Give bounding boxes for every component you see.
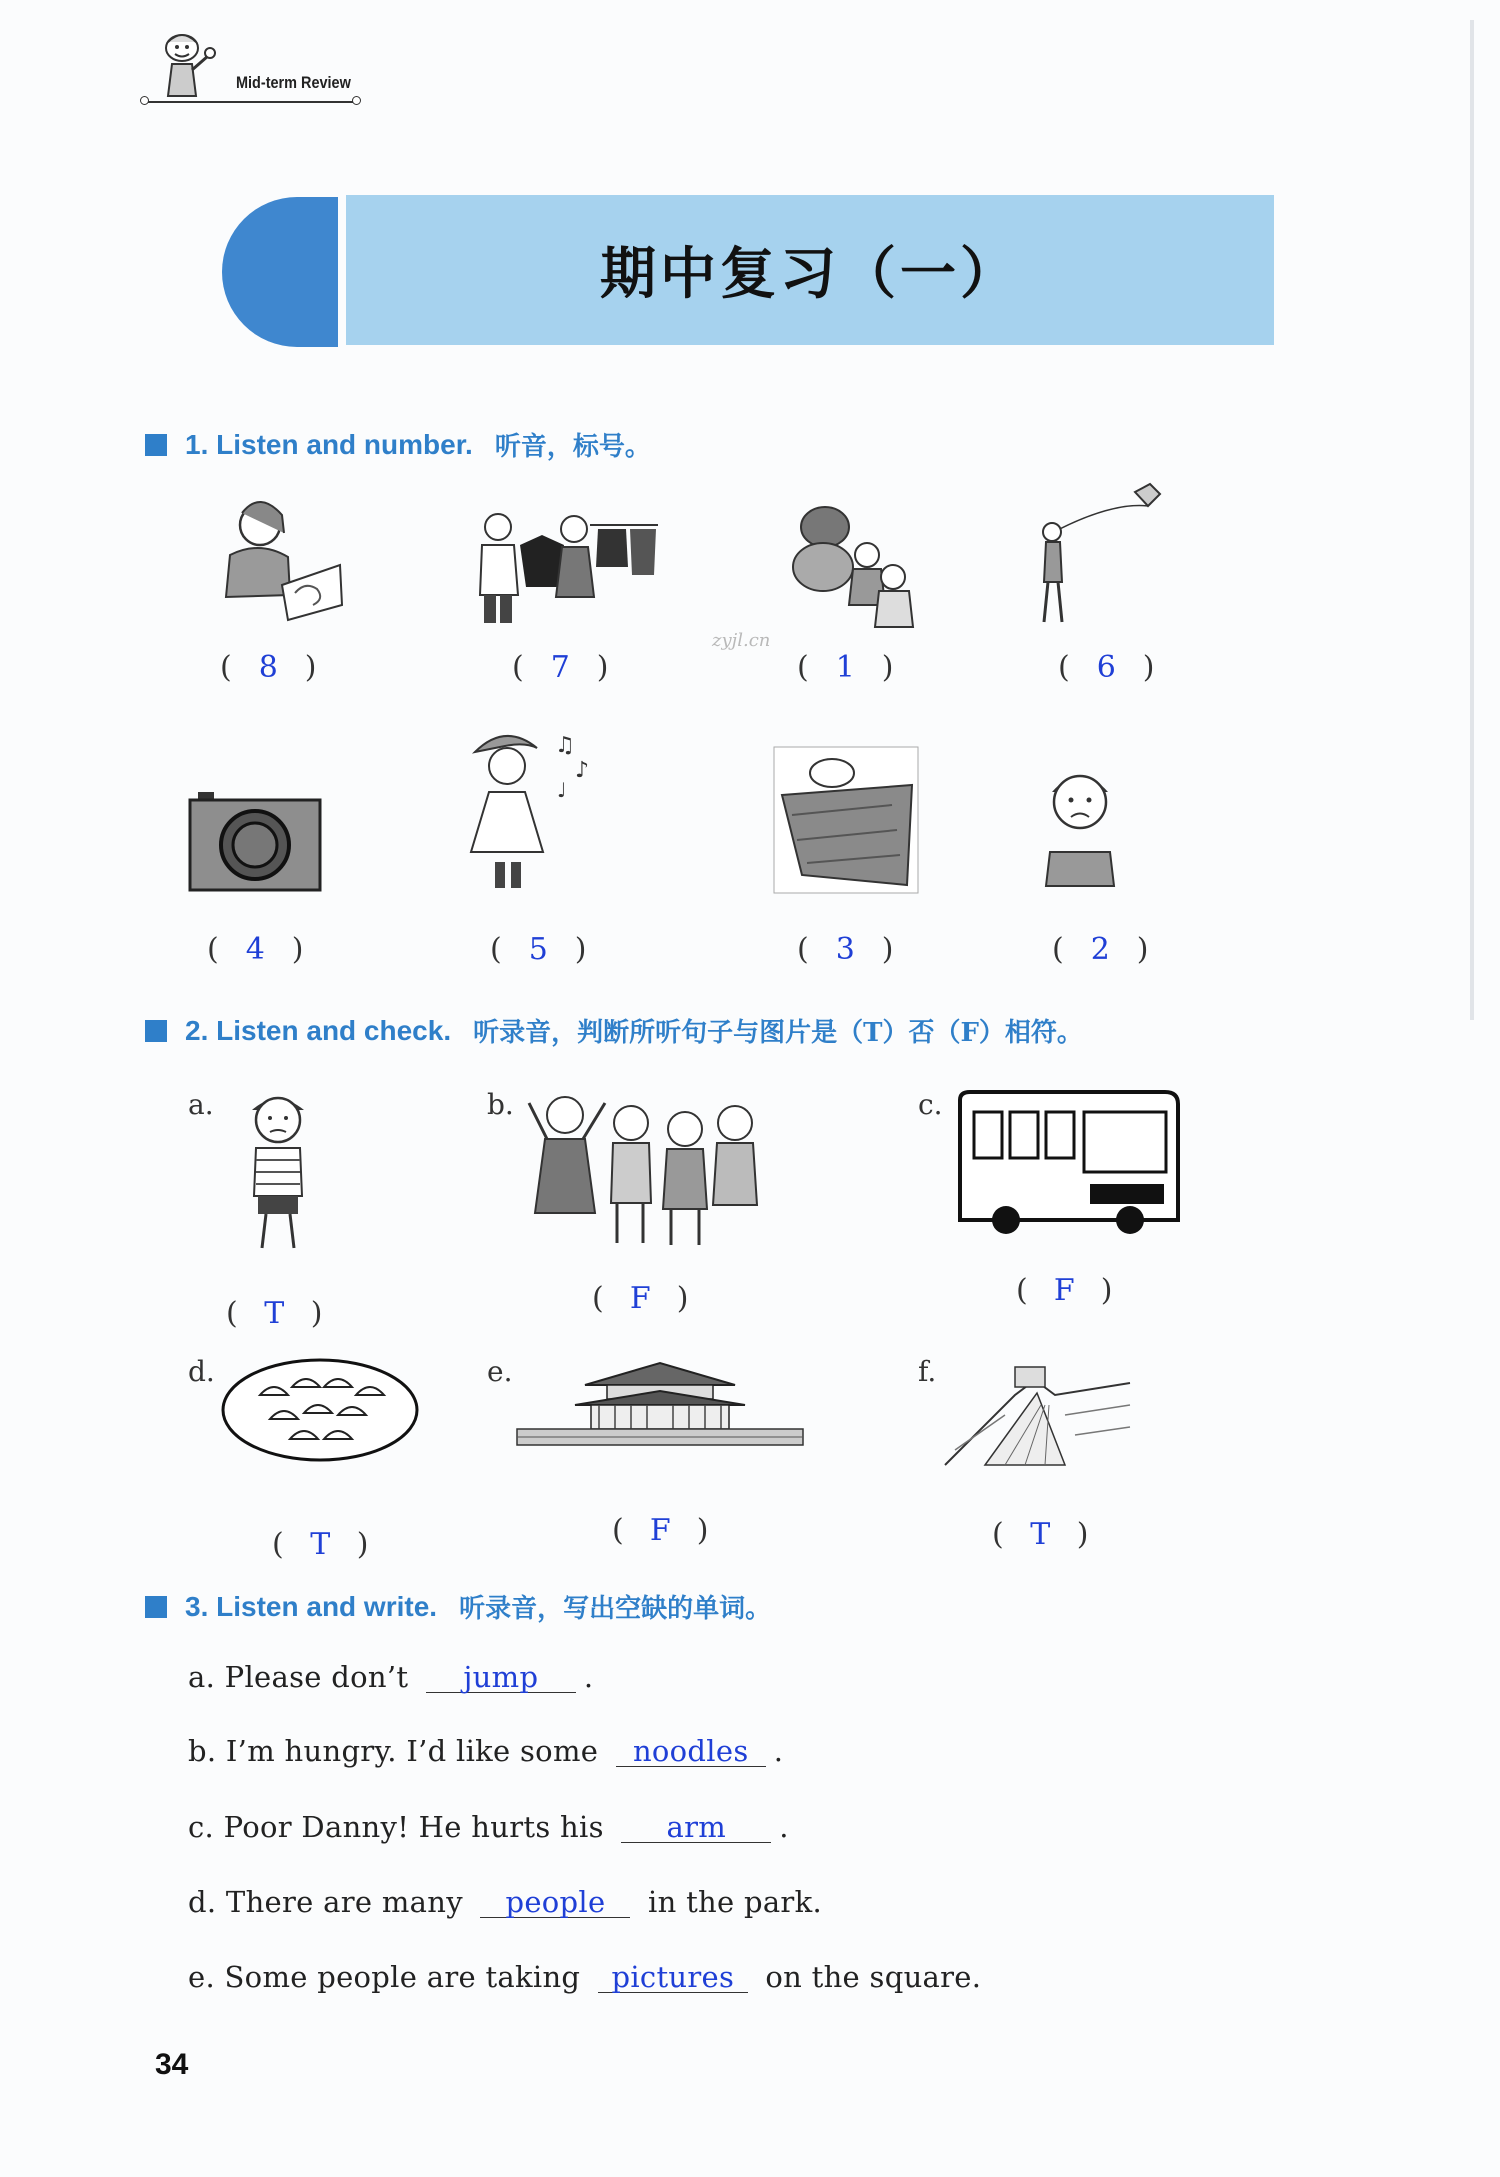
great-wall-icon [945,1355,1130,1470]
s3-sentence-a [188,1660,593,1694]
boy-flying-kite-icon [1030,482,1180,632]
s2-answer-c-value: F [1053,1273,1075,1308]
kids-with-turtle-icon [775,497,920,632]
s3-blank-a: jump [426,1662,576,1693]
s1-answer-4: ( 6 ) [1058,650,1155,685]
s3-after-b: . [773,1734,784,1768]
s2-answer-e-value: F [649,1513,671,1548]
header-rule-dot-left [140,96,149,105]
section2-heading [145,1012,1083,1049]
s3-sentence-c [188,1810,789,1844]
s3-before-c: Poor Danny! He hurts his [223,1810,604,1844]
section1-title: 1. Listen and number. [185,428,473,460]
s1-answer-6-value: 5 [528,932,548,967]
s1-answer-8-value: 2 [1090,932,1110,967]
s2-label-d: d. [188,1355,215,1388]
s3-before-b: I’m hungry. I’d like some [225,1734,599,1768]
s3-label-d: d. [188,1885,217,1919]
palace-icon [515,1355,805,1450]
s2-answer-c: ( F ) [1016,1273,1113,1308]
crying-boy-icon [232,1088,332,1258]
sick-boy-in-bed-icon [772,745,920,895]
svg-text:♩: ♩ [557,778,567,802]
section3-title-cn: 听录音，写出空缺的单词。 [459,1594,772,1624]
section1-heading [145,426,651,463]
section-marker [145,1596,167,1618]
s1-answer-6: ( 5 ) [490,932,587,967]
girl-drawing-icon [190,485,350,620]
section2-title-cn: 听录音，判断所听句子与图片是（T）否（F）相符。 [473,1018,1083,1048]
s3-label-e: e. [188,1960,215,1994]
s2-label-f: f. [918,1355,937,1388]
s3-label-b: b. [188,1734,217,1768]
section3-title: 3. Listen and write. [185,1590,438,1622]
s1-answer-8: ( 2 ) [1052,932,1149,967]
s3-after-d: in the park. [648,1885,822,1919]
happy-children-icon [525,1083,765,1248]
s1-answer-2-value: 7 [550,650,570,685]
s1-answer-5: ( 4 ) [207,932,304,967]
s2-label-e: e. [487,1355,513,1388]
s3-label-c: c. [188,1810,215,1844]
page-edge-shadow [1470,20,1474,1020]
s2-answer-f-value: T [1030,1517,1051,1552]
dumplings-plate-icon [220,1355,420,1465]
s3-after-a: . [583,1660,594,1694]
s2-answer-f: ( T ) [992,1517,1089,1552]
s3-sentence-d [188,1885,822,1919]
s1-answer-7-value: 3 [835,932,855,967]
page-number: 34 [155,2048,189,2081]
s3-before-e: Some people are taking [224,1960,581,1994]
s2-answer-b-value: F [629,1281,651,1316]
s2-answer-d-value: T [310,1527,331,1562]
section-marker [145,434,167,456]
s2-label-c: c. [918,1088,943,1121]
s1-answer-3: ( 1 ) [797,650,894,685]
s3-before-d: There are many [225,1885,463,1919]
header-rule-dot-right [352,96,361,105]
s3-blank-e: pictures [598,1962,748,1993]
section-marker [145,1020,167,1042]
svg-text:♪: ♪ [575,758,590,783]
s2-answer-a-value: T [264,1296,285,1331]
header-rule [145,101,355,103]
banner-title: 期中复习（一） [600,242,1020,307]
running-title: Mid-term Review [236,73,351,92]
s3-before-a: Please don’t [224,1660,409,1694]
s3-blank-d: people [480,1887,630,1918]
s2-label-b: b. [487,1088,514,1121]
girl-singing-icon [465,722,605,892]
s1-answer-3-value: 1 [835,650,855,685]
s2-answer-b: ( F ) [592,1281,689,1316]
s3-sentence-b [188,1734,783,1768]
sad-boy-icon [1040,762,1120,887]
s1-answer-2: ( 7 ) [512,650,609,685]
s1-answer-1-value: 8 [258,650,278,685]
s1-answer-5-value: 4 [245,932,265,967]
s2-label-a: a. [188,1088,214,1121]
s3-sentence-e [188,1960,981,1994]
section3-heading [145,1588,771,1625]
s3-blank-b: noodles [616,1736,766,1767]
s3-blank-c: arm [621,1812,771,1843]
bus-icon [950,1088,1185,1238]
banner-cap [222,197,338,347]
camera-icon [188,788,323,893]
s1-answer-7: ( 3 ) [797,932,894,967]
s3-label-a: a. [188,1660,216,1694]
s2-answer-a: ( T ) [226,1296,323,1331]
section1-title-cn: 听音，标号。 [494,432,651,462]
section2-title: 2. Listen and check. [185,1014,452,1046]
s2-answer-e: ( F ) [612,1513,709,1548]
watermark: zyjl.cn [712,630,771,651]
s3-after-c: . [779,1810,789,1844]
s2-answer-d: ( T ) [272,1527,369,1562]
s1-answer-4-value: 6 [1096,650,1116,685]
s3-after-e: on the square. [765,1960,982,1994]
mascot-logo-icon [150,26,228,104]
clothes-shop-icon [470,505,660,625]
svg-text:♫: ♫ [555,733,575,758]
s1-answer-1: ( 8 ) [220,650,317,685]
